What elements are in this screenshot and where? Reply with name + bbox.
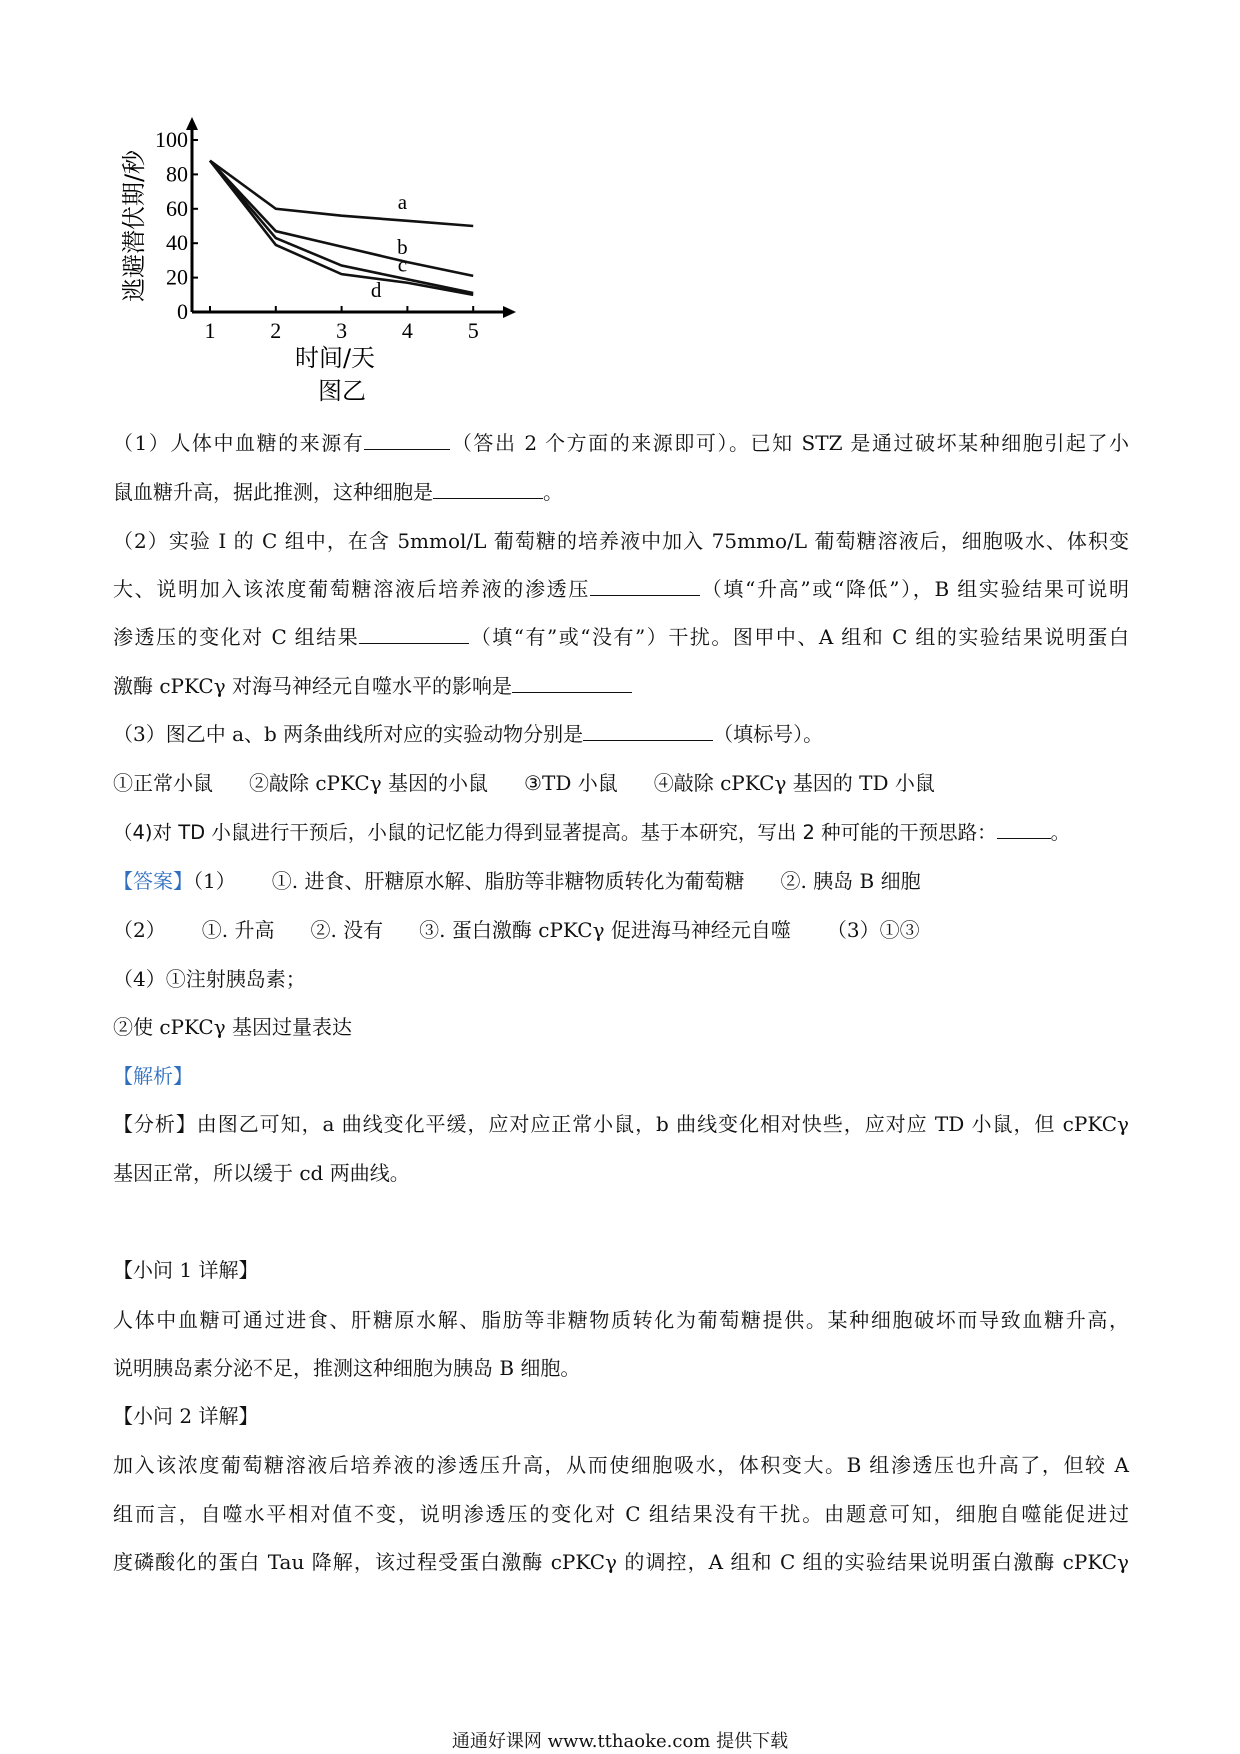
text: 。	[1050, 821, 1071, 844]
text: （填标号）。	[713, 722, 824, 746]
text: ③. 蛋白激酶 cPKCγ 促进海马神经元自噬	[419, 918, 791, 942]
text: （答出 2 个方面的来源即可）。已知 STZ 是通过破坏某种细胞引起了小	[450, 431, 1129, 455]
subquestion-1-heading: 【小问 1 详解】	[113, 1258, 259, 1282]
y-axis-label: 逃避潜伏期/秒	[120, 149, 148, 303]
x-tick-label: 3	[336, 318, 348, 343]
answer-blank[interactable]	[433, 478, 543, 499]
series-line-b	[210, 161, 473, 276]
answer-blank[interactable]	[583, 720, 713, 741]
answer-blank[interactable]	[590, 575, 700, 596]
subquestion-2-heading: 【小问 2 详解】	[113, 1404, 259, 1428]
y-tick-label: 0	[177, 299, 188, 324]
q2-line3	[113, 623, 1129, 651]
series-line-a	[210, 161, 473, 226]
text: 激酶 cPKCγ 对海马神经元自噬水平的影响是	[113, 674, 513, 698]
answer-line1	[113, 867, 1129, 895]
answer-blank[interactable]	[512, 672, 632, 693]
text: （填“升高”或“降低”），B 组实验结果可说明	[700, 577, 1130, 601]
q3-options	[113, 769, 1129, 797]
y-tick-label: 40	[166, 230, 188, 256]
series-label-a: a	[397, 189, 408, 214]
text: （3）图乙中 a、b 两条曲线所对应的实验动物分别是	[113, 722, 584, 746]
q2-line1: （2）实验 I 的 C 组中，在含 5mmol/L 葡萄糖的培养液中加入 75mmo/L 葡萄糖溶液后，细胞吸水、体积变	[113, 529, 1129, 553]
text: （1）人体中血糖的来源有	[113, 431, 365, 455]
analysis-tag: 【解析】	[113, 1064, 193, 1088]
series-line-d	[210, 161, 473, 295]
text: 渗透压的变化对 C 组结果	[113, 625, 360, 649]
detail1-line2: 说明胰岛素分泌不足，推测这种细胞为胰岛 B 细胞。	[113, 1356, 581, 1380]
detail2-line2: 组而言，自噬水平相对值不变，说明渗透压的变化对 C 组结果没有干扰。由题意可知，细胞自噬能促进过	[113, 1502, 1129, 1526]
y-tick-label: 100	[155, 127, 188, 152]
answer-line2	[113, 916, 1129, 944]
x-tick-label: 4	[401, 318, 413, 343]
detail2-line1: 加入该浓度葡萄糖溶液后培养液的渗透压升高，从而使细胞吸水，体积变大。B 组渗透压也升高了，但较 A	[113, 1453, 1129, 1477]
q4-line1	[113, 818, 1129, 847]
text: ②. 没有	[310, 918, 384, 942]
q2-line4	[113, 672, 1129, 700]
text: ②. 胰岛 B 细胞	[780, 869, 921, 893]
footer: 通通好课网 www.tthaoke.com 提供下载	[451, 1731, 789, 1752]
answer-tag: 【答案】	[113, 869, 193, 893]
q3-line1	[113, 720, 1129, 748]
option: ④敲除 cPKCγ 基因的 TD 小鼠	[653, 771, 935, 795]
q1-line1	[113, 429, 1129, 457]
option: ①正常小鼠	[113, 771, 213, 795]
answer-blank[interactable]	[364, 429, 450, 450]
y-tick-label: 20	[166, 264, 188, 290]
detail2-line3: 度磷酸化的蛋白 Tau 降解，该过程受蛋白激酶 cPKCγ 的调控，A 组和 C 组的实验结果说明蛋白激酶 cPKCγ	[113, 1550, 1129, 1574]
answer-blank[interactable]	[359, 623, 469, 644]
option: ②敲除 cPKCγ 基因的小鼠	[249, 771, 489, 795]
detail1-line1: 人体中血糖可通过进食、肝糖原水解、脂肪等非糖物质转化为葡萄糖提供。某种细胞破坏而导致血糖升高，	[113, 1308, 1129, 1332]
x-axis-arrow	[503, 306, 516, 318]
series-label-d: d	[370, 277, 382, 302]
text: 大、说明加入该浓度葡萄糖溶液后培养液的渗透压	[113, 577, 591, 601]
text: （4)对 TD 小鼠进行干预后，小鼠的记忆能力得到显著提高。基于本研究，写出 2 种可能的干预思路：	[113, 821, 997, 844]
chart-caption: 图乙	[318, 377, 366, 405]
option: ③TD 小鼠	[524, 771, 618, 795]
x-tick-label: 2	[270, 318, 282, 343]
analysis-line2: 基因正常，所以缓于 cd 两曲线。	[113, 1161, 410, 1185]
x-tick-label: 1	[204, 318, 216, 343]
series-label-b: b	[397, 235, 408, 260]
analysis-line1: 【分析】由图乙可知，a 曲线变化平缓，应对应正常小鼠，b 曲线变化相对快些，应对应 TD 小鼠，但 cPKCγ	[113, 1112, 1129, 1136]
text: （2）	[113, 918, 166, 942]
x-axis-label: 时间/天	[294, 344, 376, 372]
y-tick-label: 80	[166, 161, 188, 187]
q1-line2	[113, 478, 1129, 506]
text: （1）	[193, 869, 236, 893]
text: （3）①③	[826, 918, 920, 942]
answer-line3: （4）①注射胰岛素；	[113, 967, 306, 991]
x-tick-label: 5	[467, 318, 479, 343]
text: 鼠血糖升高，据此推测，这种细胞是	[113, 480, 433, 504]
text: ①. 进食、肝糖原水解、脂肪等非糖物质转化为葡萄糖	[271, 869, 745, 893]
q2-line2	[113, 575, 1129, 603]
series-label-c: c	[397, 252, 408, 277]
line-chart	[0, 0, 560, 420]
text: ①. 升高	[201, 918, 275, 942]
y-tick-label: 60	[166, 195, 188, 221]
text: （填“有”或“没有”）干扰。图甲中、A 组和 C 组的实验结果说明蛋白	[469, 625, 1129, 649]
text: 。	[543, 480, 563, 504]
answer-line4: ②使 cPKCγ 基因过量表达	[113, 1015, 353, 1039]
answer-blank[interactable]	[997, 818, 1051, 839]
